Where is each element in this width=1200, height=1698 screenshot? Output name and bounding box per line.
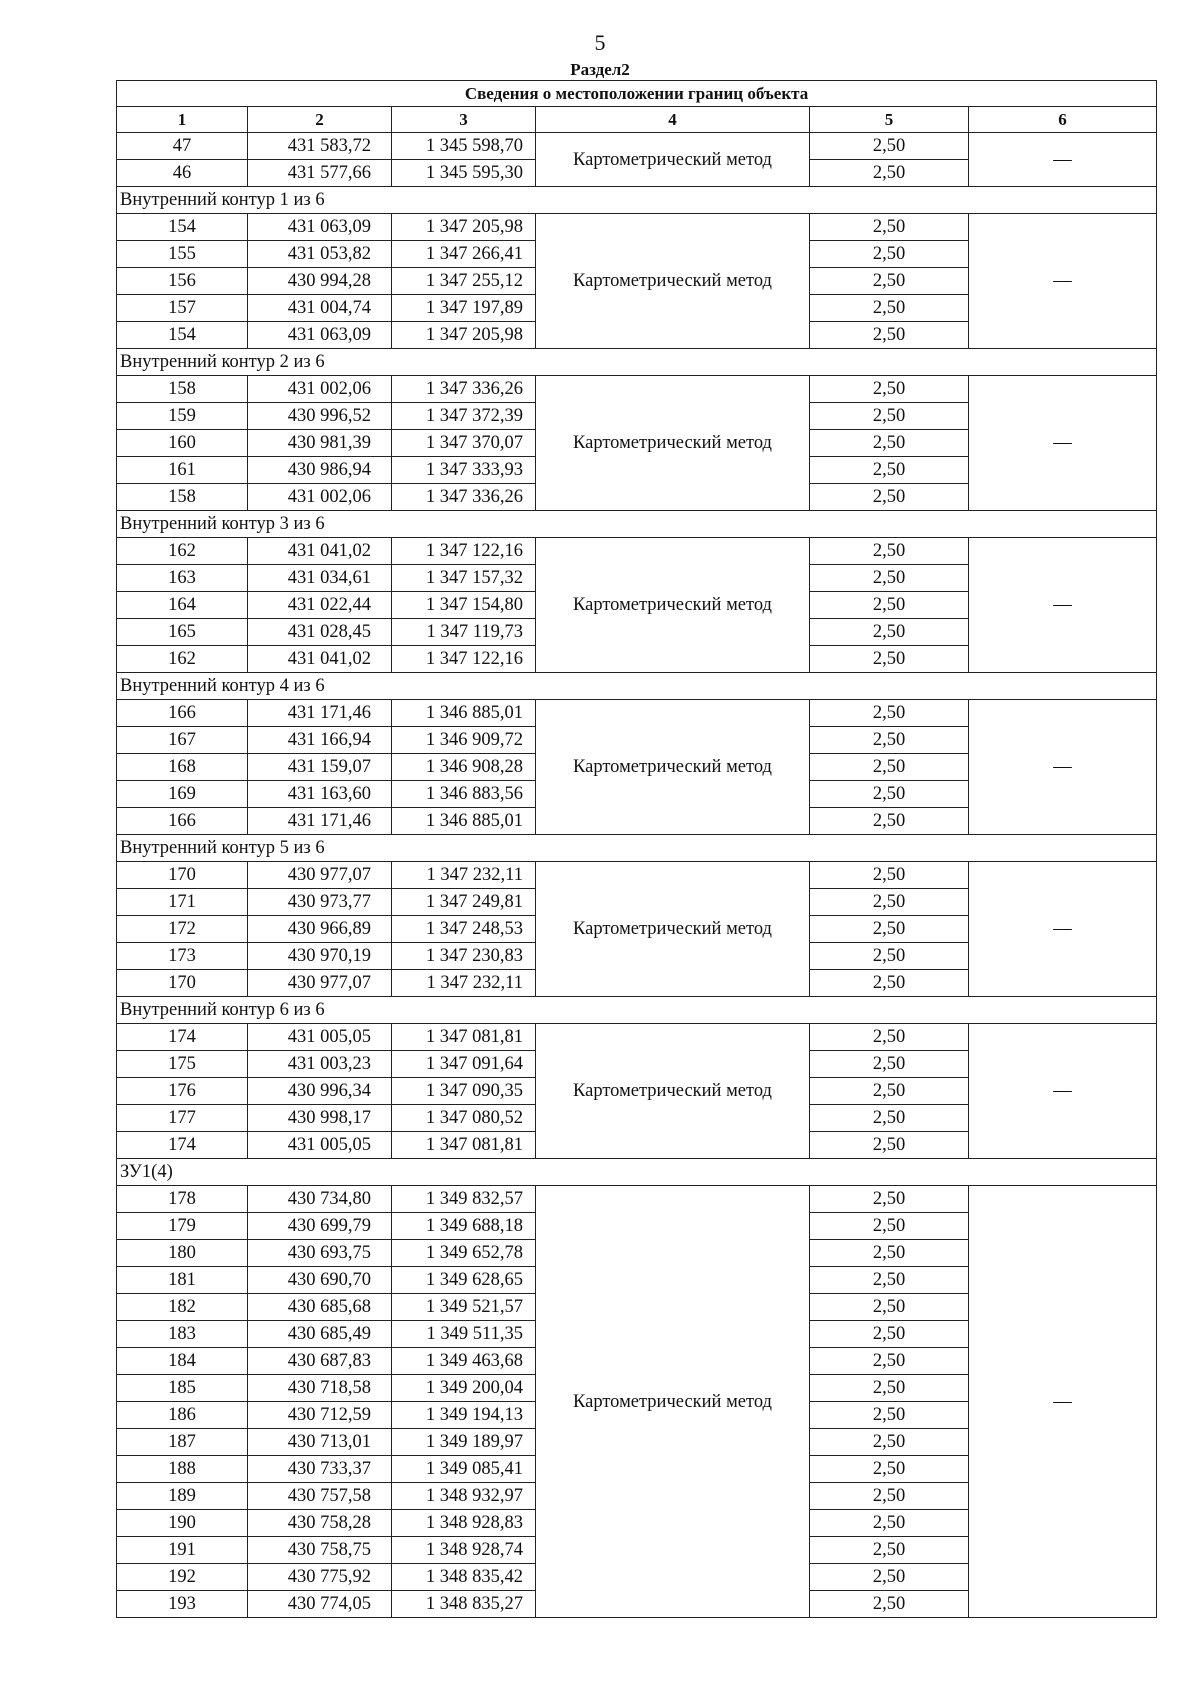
y-coordinate: 1 347 372,39 xyxy=(392,403,536,430)
y-coordinate: 1 346 908,28 xyxy=(392,754,536,781)
y-coordinate: 1 347 333,93 xyxy=(392,457,536,484)
x-coordinate: 431 159,07 xyxy=(248,754,392,781)
y-coordinate: 1 346 883,56 xyxy=(392,781,536,808)
y-coordinate: 1 349 194,13 xyxy=(392,1402,536,1429)
x-coordinate: 430 775,92 xyxy=(248,1564,392,1591)
accuracy-value: 2,50 xyxy=(810,1564,969,1591)
x-coordinate: 431 063,09 xyxy=(248,322,392,349)
column-6-dash: — xyxy=(969,214,1157,349)
y-coordinate: 1 347 157,32 xyxy=(392,565,536,592)
accuracy-value: 2,50 xyxy=(810,619,969,646)
point-number: 188 xyxy=(117,1456,248,1483)
y-coordinate: 1 347 122,16 xyxy=(392,538,536,565)
method-cell: Картометрический метод xyxy=(536,133,810,187)
x-coordinate: 430 994,28 xyxy=(248,268,392,295)
x-coordinate: 430 734,80 xyxy=(248,1186,392,1213)
x-coordinate: 431 034,61 xyxy=(248,565,392,592)
y-coordinate: 1 347 081,81 xyxy=(392,1024,536,1051)
accuracy-value: 2,50 xyxy=(810,700,969,727)
accuracy-value: 2,50 xyxy=(810,1510,969,1537)
contour-label: Внутренний контур 6 из 6 xyxy=(117,997,1157,1024)
y-coordinate: 1 347 090,35 xyxy=(392,1078,536,1105)
y-coordinate: 1 348 928,74 xyxy=(392,1537,536,1564)
x-coordinate: 431 583,72 xyxy=(248,133,392,160)
x-coordinate: 431 166,94 xyxy=(248,727,392,754)
point-number: 190 xyxy=(117,1510,248,1537)
x-coordinate: 430 718,58 xyxy=(248,1375,392,1402)
x-coordinate: 430 774,05 xyxy=(248,1591,392,1618)
accuracy-value: 2,50 xyxy=(810,1267,969,1294)
point-number: 166 xyxy=(117,700,248,727)
column-number: 1 xyxy=(117,107,248,133)
point-number: 174 xyxy=(117,1024,248,1051)
column-6-dash: — xyxy=(969,1186,1157,1618)
y-coordinate: 1 349 463,68 xyxy=(392,1348,536,1375)
y-coordinate: 1 349 628,65 xyxy=(392,1267,536,1294)
accuracy-value: 2,50 xyxy=(810,214,969,241)
boundary-coordinates-table xyxy=(116,80,1157,1618)
point-number: 193 xyxy=(117,1591,248,1618)
y-coordinate: 1 347 336,26 xyxy=(392,484,536,511)
point-number: 175 xyxy=(117,1051,248,1078)
y-coordinate: 1 346 885,01 xyxy=(392,700,536,727)
column-6-dash: — xyxy=(969,862,1157,997)
accuracy-value: 2,50 xyxy=(810,1348,969,1375)
column-6-dash: — xyxy=(969,376,1157,511)
point-number: 174 xyxy=(117,1132,248,1159)
y-coordinate: 1 347 091,64 xyxy=(392,1051,536,1078)
point-number: 162 xyxy=(117,538,248,565)
accuracy-value: 2,50 xyxy=(810,1321,969,1348)
point-number: 172 xyxy=(117,916,248,943)
section-title: Раздел2 xyxy=(570,60,630,79)
y-coordinate: 1 346 909,72 xyxy=(392,727,536,754)
point-number: 158 xyxy=(117,484,248,511)
table-row xyxy=(117,700,1157,727)
table-row xyxy=(117,133,1157,160)
y-coordinate: 1 347 119,73 xyxy=(392,619,536,646)
accuracy-value: 2,50 xyxy=(810,1294,969,1321)
point-number: 154 xyxy=(117,214,248,241)
accuracy-value: 2,50 xyxy=(810,1078,969,1105)
table-body xyxy=(117,133,1157,1618)
method-cell: Картометрический метод xyxy=(536,700,810,835)
contour-header-row xyxy=(117,511,1157,538)
y-coordinate: 1 349 511,35 xyxy=(392,1321,536,1348)
point-number: 177 xyxy=(117,1105,248,1132)
y-coordinate: 1 348 928,83 xyxy=(392,1510,536,1537)
point-number: 178 xyxy=(117,1186,248,1213)
column-6-dash: — xyxy=(969,700,1157,835)
point-number: 158 xyxy=(117,376,248,403)
point-number: 191 xyxy=(117,1537,248,1564)
method-cell: Картометрический метод xyxy=(536,376,810,511)
point-number: 184 xyxy=(117,1348,248,1375)
x-coordinate: 431 163,60 xyxy=(248,781,392,808)
x-coordinate: 430 733,37 xyxy=(248,1456,392,1483)
accuracy-value: 2,50 xyxy=(810,889,969,916)
x-coordinate: 430 699,79 xyxy=(248,1213,392,1240)
y-coordinate: 1 347 248,53 xyxy=(392,916,536,943)
accuracy-value: 2,50 xyxy=(810,1429,969,1456)
x-coordinate: 430 685,68 xyxy=(248,1294,392,1321)
x-coordinate: 430 758,28 xyxy=(248,1510,392,1537)
column-number-row xyxy=(117,107,1157,133)
accuracy-value: 2,50 xyxy=(810,241,969,268)
accuracy-value: 2,50 xyxy=(810,1105,969,1132)
contour-header-row xyxy=(117,187,1157,214)
accuracy-value: 2,50 xyxy=(810,1186,969,1213)
point-number: 169 xyxy=(117,781,248,808)
x-coordinate: 431 022,44 xyxy=(248,592,392,619)
accuracy-value: 2,50 xyxy=(810,1375,969,1402)
table-row xyxy=(117,376,1157,403)
contour-label: Внутренний контур 4 из 6 xyxy=(117,673,1157,700)
accuracy-value: 2,50 xyxy=(810,160,969,187)
point-number: 179 xyxy=(117,1213,248,1240)
method-cell: Картометрический метод xyxy=(536,1024,810,1159)
contour-label: Внутренний контур 2 из 6 xyxy=(117,349,1157,376)
y-coordinate: 1 347 255,12 xyxy=(392,268,536,295)
y-coordinate: 1 349 189,97 xyxy=(392,1429,536,1456)
table-row xyxy=(117,1186,1157,1213)
y-coordinate: 1 347 205,98 xyxy=(392,214,536,241)
column-number: 4 xyxy=(536,107,810,133)
contour-label: Внутренний контур 3 из 6 xyxy=(117,511,1157,538)
column-number: 6 xyxy=(969,107,1157,133)
x-coordinate: 431 003,23 xyxy=(248,1051,392,1078)
x-coordinate: 430 981,39 xyxy=(248,430,392,457)
point-number: 192 xyxy=(117,1564,248,1591)
y-coordinate: 1 345 595,30 xyxy=(392,160,536,187)
accuracy-value: 2,50 xyxy=(810,484,969,511)
accuracy-value: 2,50 xyxy=(810,1537,969,1564)
point-number: 168 xyxy=(117,754,248,781)
point-number: 166 xyxy=(117,808,248,835)
y-coordinate: 1 347 080,52 xyxy=(392,1105,536,1132)
y-coordinate: 1 347 266,41 xyxy=(392,241,536,268)
y-coordinate: 1 347 370,07 xyxy=(392,430,536,457)
accuracy-value: 2,50 xyxy=(810,916,969,943)
point-number: 154 xyxy=(117,322,248,349)
y-coordinate: 1 348 835,42 xyxy=(392,1564,536,1591)
table-row xyxy=(117,862,1157,889)
contour-header-row xyxy=(117,673,1157,700)
contour-header-row xyxy=(117,835,1157,862)
y-coordinate: 1 347 154,80 xyxy=(392,592,536,619)
x-coordinate: 430 690,70 xyxy=(248,1267,392,1294)
accuracy-value: 2,50 xyxy=(810,1591,969,1618)
x-coordinate: 430 966,89 xyxy=(248,916,392,943)
contour-label: Внутренний контур 5 из 6 xyxy=(117,835,1157,862)
accuracy-value: 2,50 xyxy=(810,646,969,673)
x-coordinate: 430 996,52 xyxy=(248,403,392,430)
contour-label: ЗУ1(4) xyxy=(117,1159,1157,1186)
x-coordinate: 430 685,49 xyxy=(248,1321,392,1348)
x-coordinate: 430 973,77 xyxy=(248,889,392,916)
accuracy-value: 2,50 xyxy=(810,862,969,889)
y-coordinate: 1 349 200,04 xyxy=(392,1375,536,1402)
accuracy-value: 2,50 xyxy=(810,403,969,430)
point-number: 156 xyxy=(117,268,248,295)
x-coordinate: 430 998,17 xyxy=(248,1105,392,1132)
point-number: 170 xyxy=(117,970,248,997)
accuracy-value: 2,50 xyxy=(810,1483,969,1510)
y-coordinate: 1 347 081,81 xyxy=(392,1132,536,1159)
accuracy-value: 2,50 xyxy=(810,133,969,160)
point-number: 181 xyxy=(117,1267,248,1294)
accuracy-value: 2,50 xyxy=(810,781,969,808)
point-number: 155 xyxy=(117,241,248,268)
accuracy-value: 2,50 xyxy=(810,808,969,835)
y-coordinate: 1 348 835,27 xyxy=(392,1591,536,1618)
y-coordinate: 1 349 832,57 xyxy=(392,1186,536,1213)
y-coordinate: 1 347 232,11 xyxy=(392,862,536,889)
accuracy-value: 2,50 xyxy=(810,565,969,592)
y-coordinate: 1 347 205,98 xyxy=(392,322,536,349)
accuracy-value: 2,50 xyxy=(810,1402,969,1429)
y-coordinate: 1 347 122,16 xyxy=(392,646,536,673)
table-row xyxy=(117,214,1157,241)
point-number: 183 xyxy=(117,1321,248,1348)
x-coordinate: 431 002,06 xyxy=(248,376,392,403)
x-coordinate: 430 996,34 xyxy=(248,1078,392,1105)
point-number: 46 xyxy=(117,160,248,187)
y-coordinate: 1 348 932,97 xyxy=(392,1483,536,1510)
point-number: 186 xyxy=(117,1402,248,1429)
x-coordinate: 431 002,06 xyxy=(248,484,392,511)
column-number: 3 xyxy=(392,107,536,133)
accuracy-value: 2,50 xyxy=(810,754,969,781)
accuracy-value: 2,50 xyxy=(810,538,969,565)
accuracy-value: 2,50 xyxy=(810,1240,969,1267)
y-coordinate: 1 347 336,26 xyxy=(392,376,536,403)
accuracy-value: 2,50 xyxy=(810,430,969,457)
accuracy-value: 2,50 xyxy=(810,727,969,754)
x-coordinate: 430 986,94 xyxy=(248,457,392,484)
point-number: 173 xyxy=(117,943,248,970)
y-coordinate: 1 346 885,01 xyxy=(392,808,536,835)
point-number: 176 xyxy=(117,1078,248,1105)
x-coordinate: 430 713,01 xyxy=(248,1429,392,1456)
x-coordinate: 431 005,05 xyxy=(248,1024,392,1051)
x-coordinate: 430 977,07 xyxy=(248,970,392,997)
accuracy-value: 2,50 xyxy=(810,1456,969,1483)
column-number: 5 xyxy=(810,107,969,133)
table-row xyxy=(117,538,1157,565)
x-coordinate: 431 171,46 xyxy=(248,808,392,835)
accuracy-value: 2,50 xyxy=(810,1213,969,1240)
accuracy-value: 2,50 xyxy=(810,1024,969,1051)
point-number: 185 xyxy=(117,1375,248,1402)
x-coordinate: 430 687,83 xyxy=(248,1348,392,1375)
y-coordinate: 1 349 521,57 xyxy=(392,1294,536,1321)
point-number: 163 xyxy=(117,565,248,592)
point-number: 157 xyxy=(117,295,248,322)
point-number: 159 xyxy=(117,403,248,430)
contour-header-row xyxy=(117,997,1157,1024)
x-coordinate: 431 041,02 xyxy=(248,646,392,673)
x-coordinate: 430 758,75 xyxy=(248,1537,392,1564)
x-coordinate: 431 004,74 xyxy=(248,295,392,322)
column-6-dash: — xyxy=(969,133,1157,187)
method-cell: Картометрический метод xyxy=(536,214,810,349)
x-coordinate: 430 712,59 xyxy=(248,1402,392,1429)
column-6-dash: — xyxy=(969,1024,1157,1159)
column-6-dash: — xyxy=(969,538,1157,673)
x-coordinate: 431 005,05 xyxy=(248,1132,392,1159)
y-coordinate: 1 345 598,70 xyxy=(392,133,536,160)
point-number: 161 xyxy=(117,457,248,484)
accuracy-value: 2,50 xyxy=(810,322,969,349)
x-coordinate: 430 757,58 xyxy=(248,1483,392,1510)
accuracy-value: 2,50 xyxy=(810,943,969,970)
x-coordinate: 431 053,82 xyxy=(248,241,392,268)
point-number: 165 xyxy=(117,619,248,646)
y-coordinate: 1 347 230,83 xyxy=(392,943,536,970)
y-coordinate: 1 347 232,11 xyxy=(392,970,536,997)
page-number: 5 xyxy=(594,30,606,55)
accuracy-value: 2,50 xyxy=(810,970,969,997)
point-number: 47 xyxy=(117,133,248,160)
x-coordinate: 431 063,09 xyxy=(248,214,392,241)
accuracy-value: 2,50 xyxy=(810,268,969,295)
y-coordinate: 1 347 249,81 xyxy=(392,889,536,916)
point-number: 187 xyxy=(117,1429,248,1456)
x-coordinate: 431 028,45 xyxy=(248,619,392,646)
accuracy-value: 2,50 xyxy=(810,1051,969,1078)
x-coordinate: 431 577,66 xyxy=(248,160,392,187)
table-row xyxy=(117,1024,1157,1051)
accuracy-value: 2,50 xyxy=(810,295,969,322)
x-coordinate: 430 977,07 xyxy=(248,862,392,889)
point-number: 167 xyxy=(117,727,248,754)
contour-header-row xyxy=(117,349,1157,376)
point-number: 160 xyxy=(117,430,248,457)
y-coordinate: 1 349 085,41 xyxy=(392,1456,536,1483)
accuracy-value: 2,50 xyxy=(810,376,969,403)
method-cell: Картометрический метод xyxy=(536,538,810,673)
accuracy-value: 2,50 xyxy=(810,1132,969,1159)
contour-label: Внутренний контур 1 из 6 xyxy=(117,187,1157,214)
y-coordinate: 1 347 197,89 xyxy=(392,295,536,322)
accuracy-value: 2,50 xyxy=(810,457,969,484)
point-number: 162 xyxy=(117,646,248,673)
point-number: 180 xyxy=(117,1240,248,1267)
x-coordinate: 431 041,02 xyxy=(248,538,392,565)
y-coordinate: 1 349 652,78 xyxy=(392,1240,536,1267)
contour-header-row xyxy=(117,1159,1157,1186)
x-coordinate: 431 171,46 xyxy=(248,700,392,727)
x-coordinate: 430 970,19 xyxy=(248,943,392,970)
x-coordinate: 430 693,75 xyxy=(248,1240,392,1267)
point-number: 189 xyxy=(117,1483,248,1510)
accuracy-value: 2,50 xyxy=(810,592,969,619)
method-cell: Картометрический метод xyxy=(536,862,810,997)
point-number: 170 xyxy=(117,862,248,889)
table-caption: Сведения о местоположении границ объекта xyxy=(117,81,1157,107)
point-number: 171 xyxy=(117,889,248,916)
y-coordinate: 1 349 688,18 xyxy=(392,1213,536,1240)
point-number: 164 xyxy=(117,592,248,619)
column-number: 2 xyxy=(248,107,392,133)
method-cell: Картометрический метод xyxy=(536,1186,810,1618)
point-number: 182 xyxy=(117,1294,248,1321)
